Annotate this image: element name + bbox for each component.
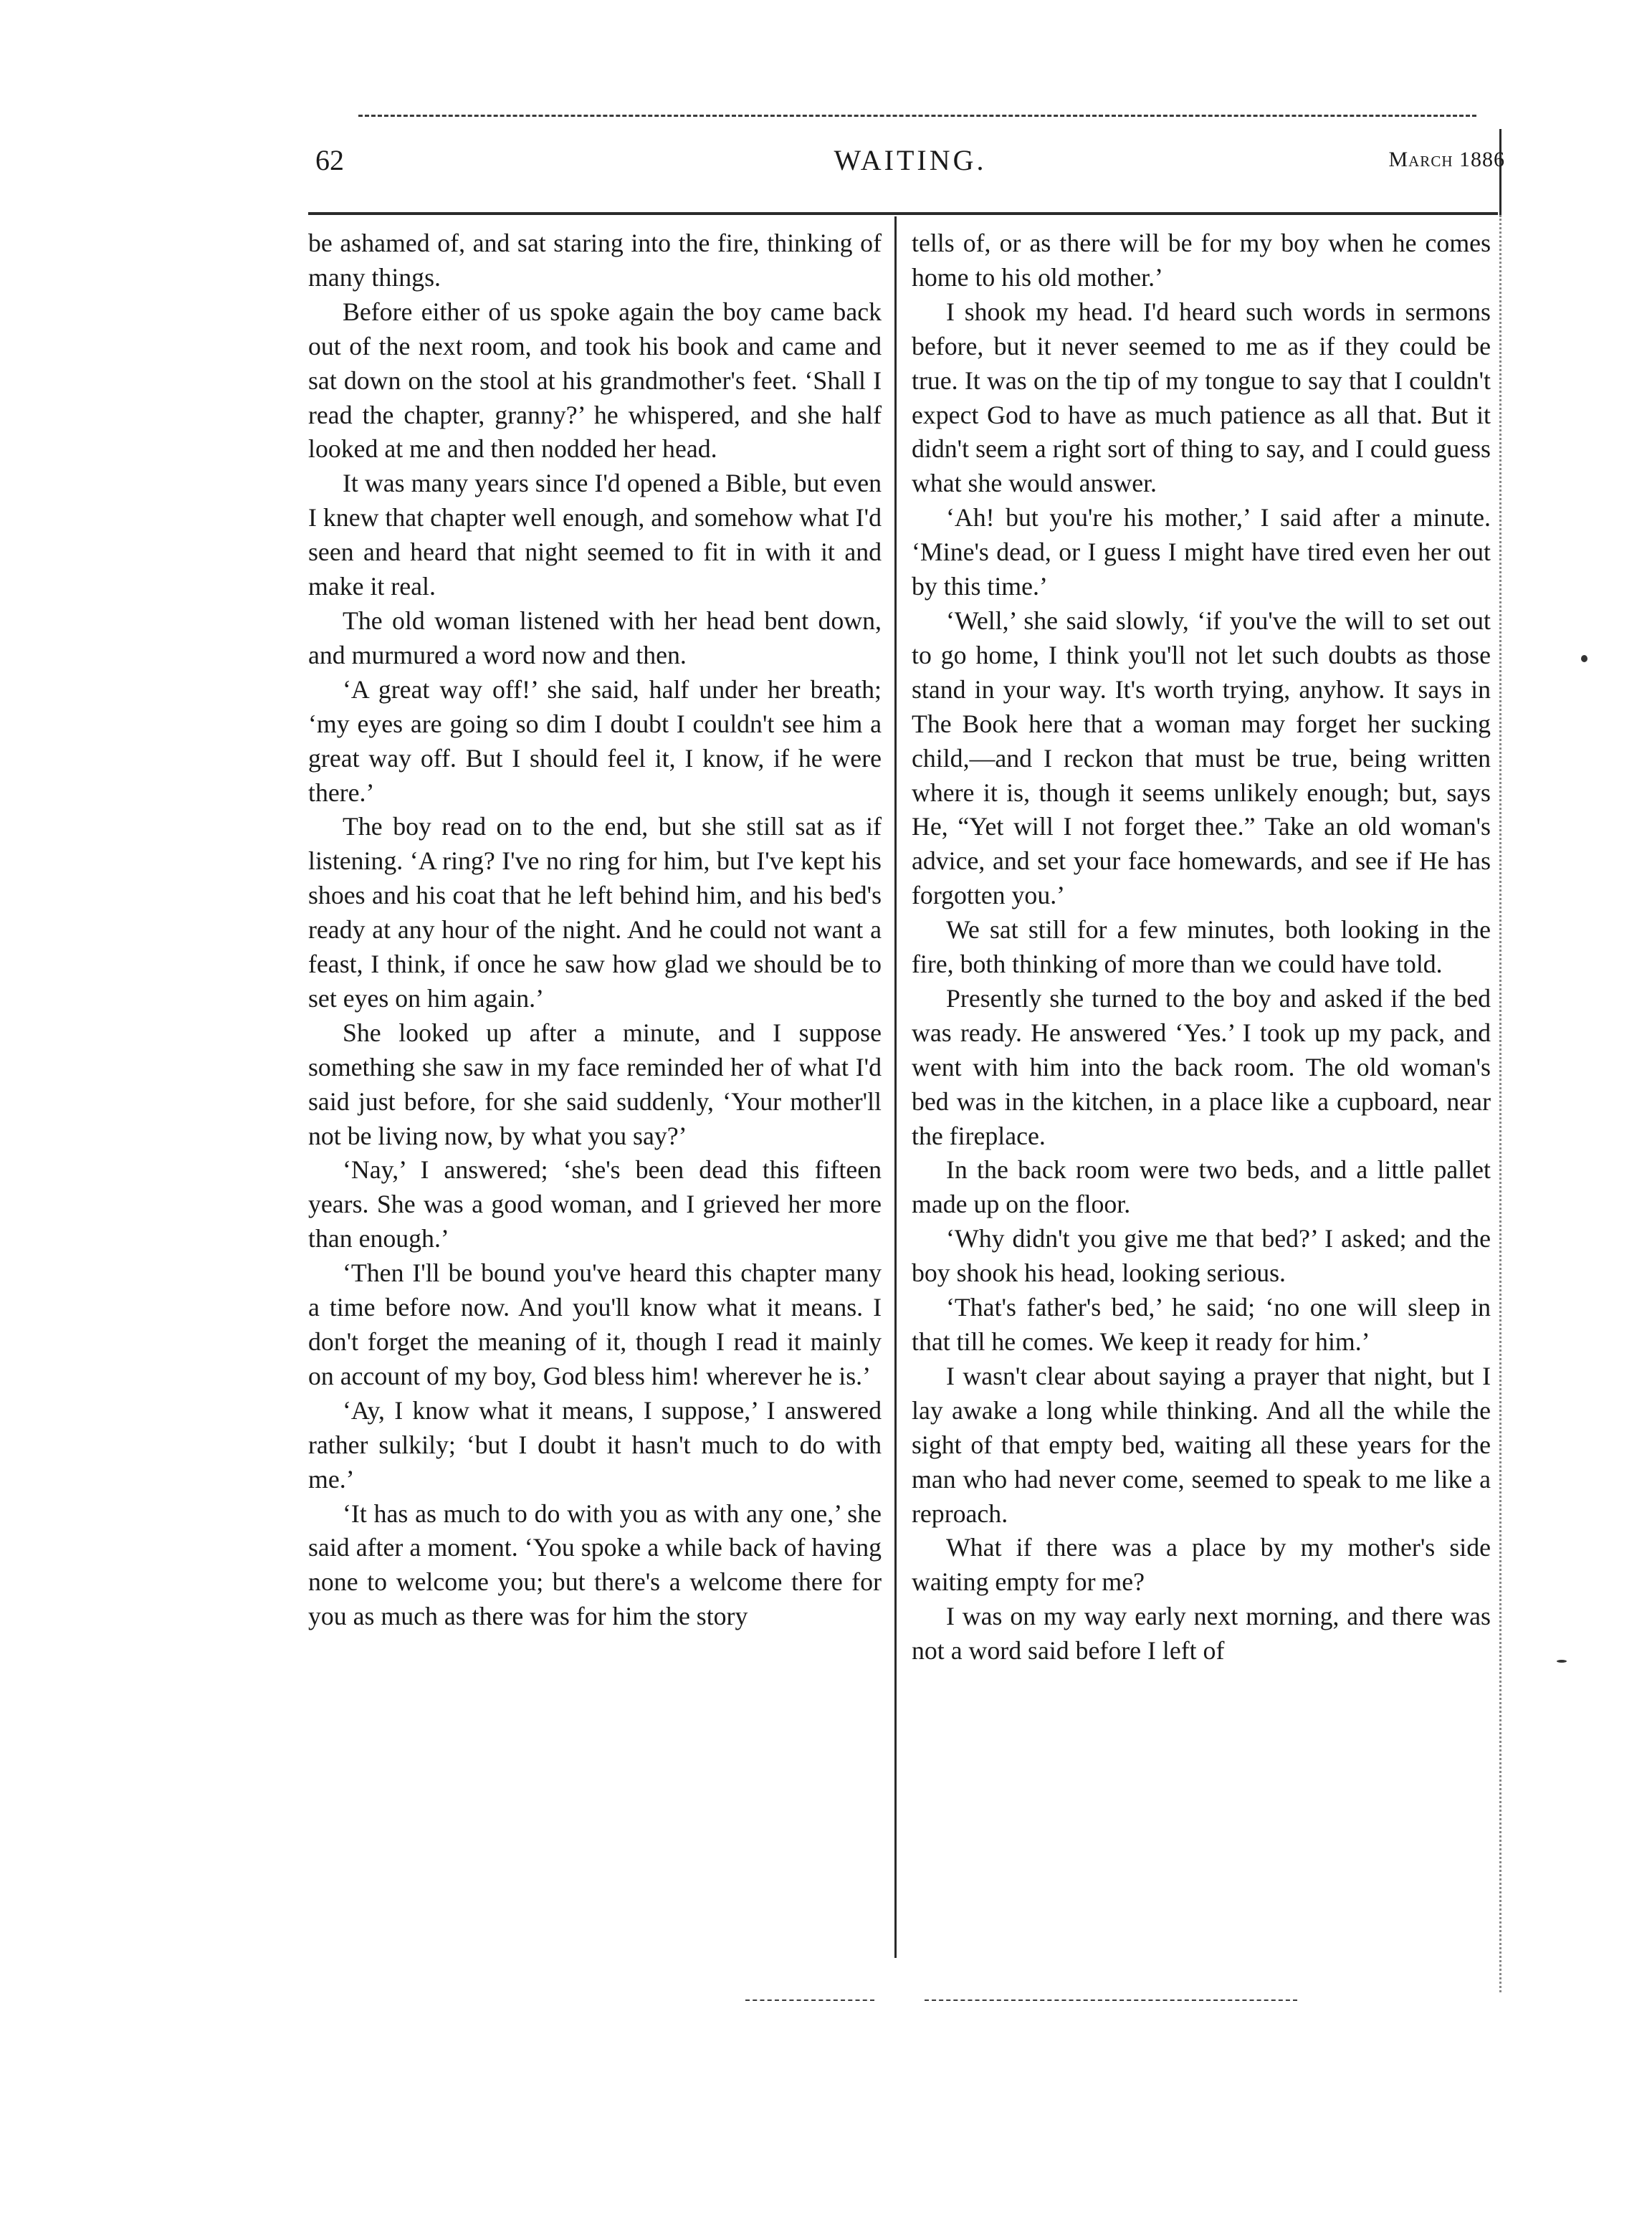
- paragraph: In the back room were two beds, and a little pallet made up on the floor.: [912, 1155, 1491, 1219]
- right-column: [912, 226, 1491, 1668]
- paragraph: ‘Why didn't you give me that bed?’ I asked; and the boy shook his head, looking serious.: [912, 1224, 1491, 1288]
- left-column: [308, 226, 882, 1634]
- paragraph: ‘That's father's bed,’ he said; ‘no one will sleep in that till he comes. We keep it ready for him.’: [912, 1293, 1491, 1356]
- paragraph: Before either of us spoke again the boy came back out of the next room, and took his book and came and sat down on the stool at his grandmother's feet. ‘Shall I read the chapter, granny?’ he whispered, and she half looked at me and then nodded her head.: [308, 297, 882, 464]
- paragraph: ‘Ah! but you're his mother,’ I said after a minute. ‘Mine's dead, or I guess I might have tired even her out by this time.’: [912, 503, 1491, 601]
- paragraph: Presently she turned to the boy and asked if the bed was ready. He answered ‘Yes.’ I took up my pack, and went with him into the back room. The old woman's bed was in the kitchen, in a place like a cupboard, near the fireplace.: [912, 983, 1491, 1150]
- paragraph: The old woman listened with her head bent down, and murmured a word now and then.: [308, 606, 882, 669]
- page-header: [315, 143, 1505, 186]
- top-rule: [358, 115, 1476, 117]
- paragraph: It was many years since I'd opened a Bible, but even I knew that chapter well enough, and somehow what I'd seen and heard that night seemed to fit in with it and make it real.: [308, 469, 882, 601]
- paragraph: ‘Ay, I know what it means, I suppose,’ I answered rather sulkily; ‘but I doubt it hasn't much to do with me.’: [308, 1395, 882, 1494]
- paragraph: I wasn't clear about saying a prayer that night, but I lay awake a long while thinking. And all the while the sight of that empty bed, waiting all these years for the man who had never come, seemed to speak to me like a reproach.: [912, 1361, 1491, 1528]
- paragraph: We sat still for a few minutes, both looking in the fire, both thinking of more than we could have told.: [912, 915, 1491, 979]
- paragraph: The boy read on to the end, but she still sat as if listening. ‘A ring? I've no ring for him, but I've kept his shoes and his coat that he left behind him, and his bed's ready at any hour of the night. And he could not want a feast, I think, if once he saw how glad we should be to set eyes on him again.’: [308, 812, 882, 1013]
- running-title: WAITING.: [834, 144, 987, 176]
- paragraph: She looked up after a minute, and I suppose something she saw in my face reminded her of what I'd said just before, for she said suddenly, ‘Your mother'll not be living now, by what you say?’: [308, 1018, 882, 1150]
- paragraph: ‘Nay,’ I answered; ‘she's been dead this fifteen years. She was a good woman, and I grieved her more than enough.’: [308, 1155, 882, 1253]
- paragraph: ‘Then I'll be bound you've heard this chapter many a time before now. And you'll know what it means. I don't forget the meaning of it, though I read it mainly on account of my boy, God bless him! wherever he is.’: [308, 1258, 882, 1390]
- paragraph: ‘It has as much to do with you as with any one,’ she said after a moment. ‘You spoke a while back of having none to welcome you; but there's a welcome there for you as much as there was for him the story: [308, 1499, 882, 1631]
- margin-speck: [1581, 655, 1587, 662]
- paragraph: ‘Well,’ she said slowly, ‘if you've the will to set out to go home, I think you'll not let such doubts as those stand in your way. It's worth trying, anyhow. It says in The Book here that a woman may forget her sucking child,—and I reckon that must be true, being written where it is, though it seems unlikely enough; but, says He, “Yet will I not forget thee.” Take an old woman's advice, and set your face homewards, and see if He has forgotten you.’: [912, 606, 1491, 910]
- paragraph: be ashamed of, and sat staring into the fire, thinking of many things.: [308, 229, 882, 292]
- column-divider: [894, 216, 897, 1958]
- paragraph: I was on my way early next morning, and there was not a word said before I left of: [912, 1602, 1491, 1666]
- right-border-line-lower: [1499, 215, 1501, 1992]
- paragraph: ‘A great way off!’ she said, half under her breath; ‘my eyes are going so dim I doubt I couldn't see him a great way off. But I should feel it, I know, if he were there.’: [308, 674, 882, 807]
- paragraph: I shook my head. I'd heard such words in sermons before, but it never seemed to me as if they could be true. It was on the tip of my tongue to say that I couldn't expect God to have as much patience as all that. But it didn't seem a right sort of thing to say, and I could guess what she would answer.: [912, 297, 1491, 498]
- issue-date: March 1886: [1388, 148, 1505, 171]
- paragraph: What if there was a place by my mother's side waiting empty for me?: [912, 1533, 1491, 1597]
- bottom-rule-left: [745, 2000, 874, 2001]
- page-number: 62: [315, 144, 344, 176]
- paragraph: tells of, or as there will be for my boy when he comes home to his old mother.’: [912, 229, 1491, 292]
- header-rule: [308, 212, 1498, 215]
- bottom-rule-right: [925, 2000, 1297, 2001]
- margin-speck: [1557, 1660, 1567, 1663]
